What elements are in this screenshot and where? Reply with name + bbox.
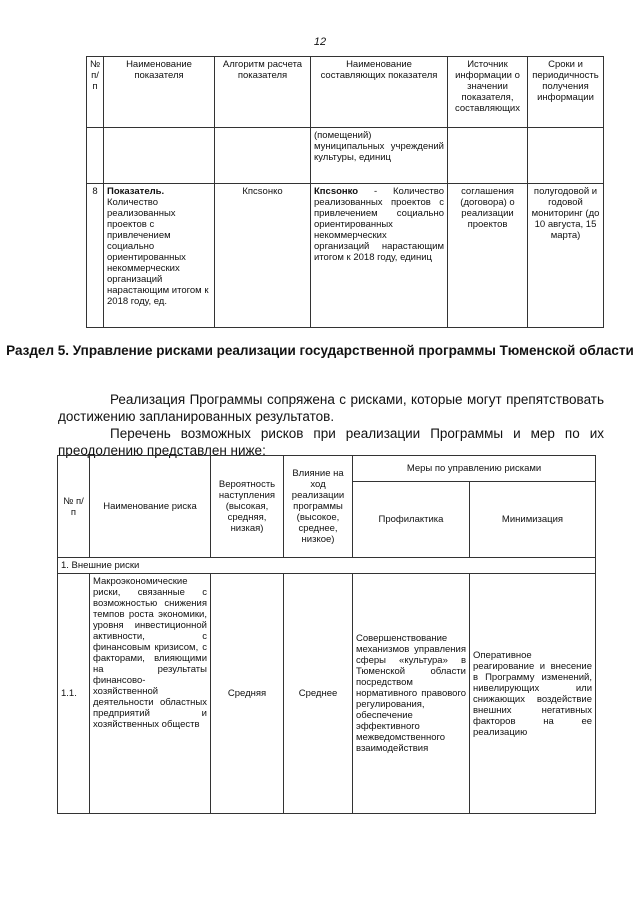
paragraph-risks-intro: Реализация Программы сопряжена с рисками, которые могут препятствовать достижению запланированных результатов. <box>58 392 604 424</box>
header-num: № п/п <box>87 57 104 128</box>
header-prevention: Профилактика <box>353 482 470 558</box>
header-algorithm: Алгоритм расчета показателя <box>215 57 311 128</box>
header-minimization: Минимизация <box>470 482 596 558</box>
external-risks-label: 1. Внешние риски <box>58 558 596 574</box>
table-header-row <box>58 456 596 482</box>
header-period: Сроки и периодичность получения информации <box>528 57 604 128</box>
source-cell: соглашения (договора) о реализации проектов <box>448 184 528 328</box>
indicator-name-cell <box>104 184 215 328</box>
indicators-table <box>86 56 604 328</box>
header-components: Наименование составляющих показателя <box>311 57 448 128</box>
probability-cell: Средняя <box>211 574 284 814</box>
risks-table <box>57 455 596 814</box>
table-row <box>87 184 604 328</box>
header-impact: Влияние на ход реализации программы (высокое, среднее, низкое) <box>284 456 353 558</box>
paragraph-risks-list: Перечень возможных рисков при реализации Программы и мер по их преодолению представлен ниже: <box>58 426 604 458</box>
prevention-cell: Совершенствование механизмов управления сферы «культура» в Тюменской области посредством нормативного правового регулирования, обеспечение эффективного межведомственного взаимодействия <box>353 574 470 814</box>
row-number: 8 <box>87 184 104 328</box>
row-number: 1.1. <box>58 574 90 814</box>
component-symbol: Кпсsонко <box>314 186 359 197</box>
continuation-cell: (помещений) муниципальных учреждений культуры, единиц <box>311 128 448 184</box>
component-text: - Количество реализованных проектов с привлечением социально ориентированных некоммерческих организаций нарастающим итогом к 2018 году, единиц <box>314 186 444 263</box>
indicator-label: Показатель. <box>107 186 165 197</box>
minimization-cell: Оперативное реагирование и внесение в Программу изменений, нивелирующих или снижающих воздействие внешних негативных факторов на ее реализацию <box>470 574 596 814</box>
header-source: Источник информации о значении показателя, составляющих <box>448 57 528 128</box>
section-row <box>58 558 596 574</box>
table-header-row <box>87 57 604 128</box>
indicator-text: Количество реализованных проектов с привлечением социально ориентированных некоммерческих организаций нарастающим итогом к 2018 году, ед. <box>107 197 209 307</box>
table-row-continuation <box>87 128 604 184</box>
components-cell <box>311 184 448 328</box>
period-cell: полугодовой и годовой мониторинг (до 10 августа, 15 марта) <box>528 184 604 328</box>
table-row <box>58 574 596 814</box>
algorithm-cell: Кпсsонко <box>215 184 311 328</box>
header-probability: Вероятность наступления (высокая, средняя, низкая) <box>211 456 284 558</box>
impact-cell: Среднее <box>284 574 353 814</box>
header-indicator-name: Наименование показателя <box>104 57 215 128</box>
page-number: 12 <box>313 36 327 48</box>
risk-name-cell: Макроэкономические риски, связанные с возможностью снижения темпов роста экономики, уровня инвестиционной активности, с финансовым кризисом, с факторами, влияющими на результаты финансово-хозяйственной деятельности областных предприятий и хозяйственных обществ <box>90 574 211 814</box>
section-heading: Раздел 5. Управление рисками реализации государственной программы Тюменской области <box>6 343 634 358</box>
header-risk-name: Наименование риска <box>90 456 211 558</box>
header-num: № п/п <box>58 456 90 558</box>
header-measures: Меры по управлению рисками <box>353 456 596 482</box>
